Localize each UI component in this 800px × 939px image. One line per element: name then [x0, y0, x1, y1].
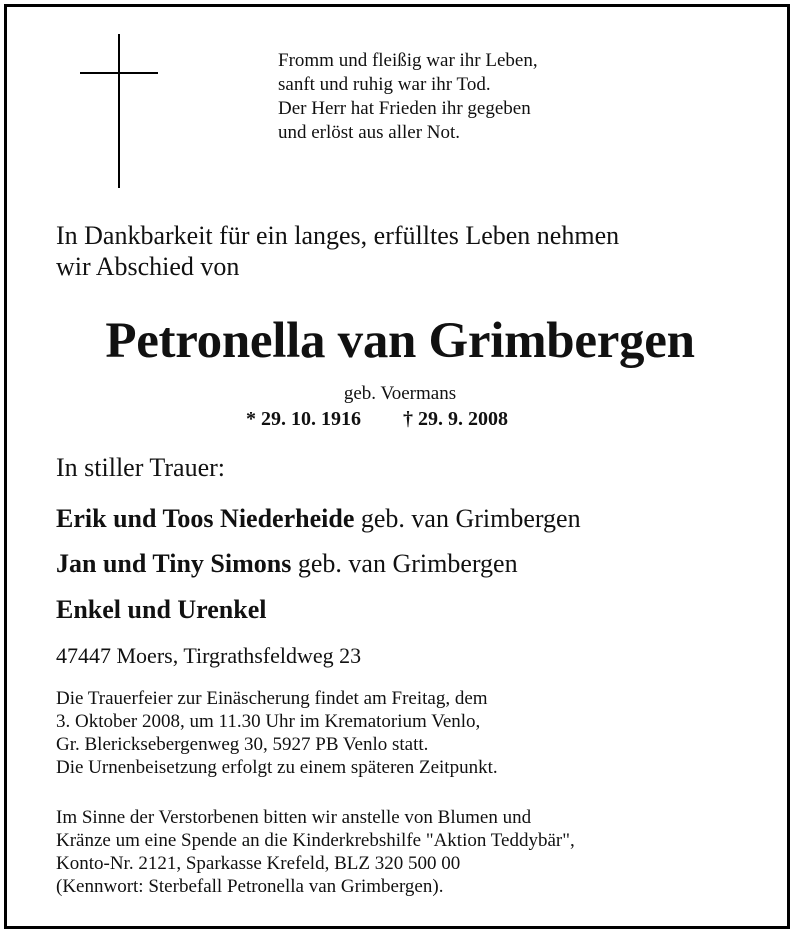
intro-text	[56, 220, 619, 282]
donation-line: Konto-Nr. 2121, Sparkasse Krefeld, BLZ 320 500 00	[56, 853, 461, 874]
donation-line: Kränze um eine Spende an die Kinderkrebshilfe "Aktion Teddybär",	[56, 830, 575, 851]
ceremony-notice	[56, 687, 498, 779]
deceased-name: Petronella van Grimbergen	[105, 313, 695, 369]
ceremony-line: Die Urnenbeisetzung erfolgt zu einem späteren Zeitpunkt.	[56, 757, 498, 778]
birth-date: * 29. 10. 1916	[246, 408, 361, 430]
verse-line: Fromm und fleißig war ihr Leben,	[278, 50, 538, 71]
mourner-line	[56, 503, 581, 535]
donation-line: (Kennwort: Sterbefall Petronella van Grimbergen).	[56, 876, 444, 897]
donation-line: Im Sinne der Verstorbenen bitten wir anstelle von Blumen und	[56, 807, 532, 828]
mourner-line	[56, 548, 518, 580]
birth-name: geb. Voermans	[343, 383, 457, 404]
verse-line: Der Herr hat Frieden ihr gegeben	[278, 98, 531, 119]
mourner-note: geb. van Grimbergen	[360, 504, 581, 533]
life-dates	[246, 406, 508, 432]
intro-line: In Dankbarkeit für ein langes, erfülltes Leben nehmen	[56, 221, 620, 250]
mourner-line	[56, 594, 266, 626]
mourner-note: geb. van Grimbergen	[297, 549, 518, 578]
verse-line: sanft und ruhig war ihr Tod.	[278, 74, 491, 95]
memorial-verse	[278, 49, 538, 145]
mourning-heading: In stiller Trauer:	[56, 453, 225, 482]
mourner-names: Erik und Toos Niederheide	[56, 504, 355, 533]
ceremony-line: Gr. Blericksebergenweg 30, 5927 PB Venlo statt.	[56, 734, 429, 755]
intro-line: wir Abschied von	[56, 252, 240, 281]
verse-line: und erlöst aus aller Not.	[278, 122, 461, 143]
mourner-names: Enkel und Urenkel	[56, 595, 267, 624]
mourner-names: Jan und Tiny Simons	[56, 549, 292, 578]
death-date: † 29. 9. 2008	[403, 408, 508, 430]
ceremony-line: Die Trauerfeier zur Einäscherung findet am Freitag, dem	[56, 688, 488, 709]
family-address: 47447 Moers, Tirgrathsfeldweg 23	[56, 643, 362, 668]
donation-request	[56, 806, 575, 898]
ceremony-line: 3. Oktober 2008, um 11.30 Uhr im Krematorium Venlo,	[56, 711, 481, 732]
